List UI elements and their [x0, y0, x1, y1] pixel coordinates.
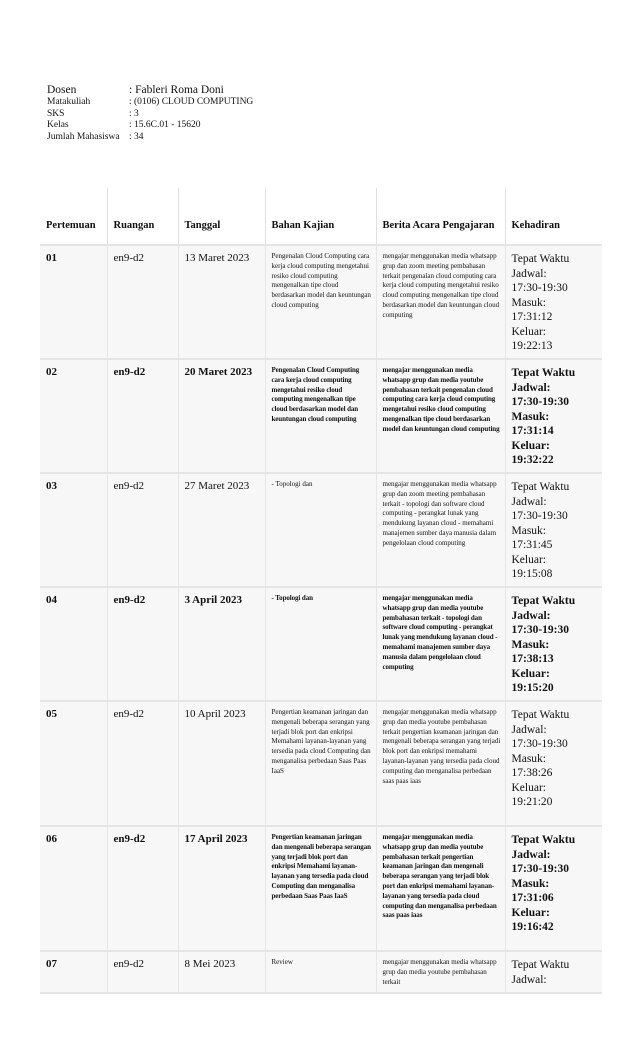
info-row-kelas	[47, 120, 253, 132]
jumlah-label: Jumlah Mahasiswa	[47, 131, 120, 142]
matakuliah-value: : (0106) CLOUD COMPUTING	[129, 97, 254, 107]
keluar-value: 19:15:20	[511, 682, 554, 694]
attendance-table	[40, 188, 602, 994]
column-header-berita-acara: Berita Acara Pengajaran	[376, 188, 505, 245]
masuk-label: Masuk:	[511, 296, 546, 309]
cell-kehadiran	[505, 701, 602, 826]
cell-bahan-kajian: Pengertian keamanan jaringan dan mengenali beberapa serangan yang terjadi blok port dan enkripsi Memahami layanan-layanan yang tersedia pada cloud Computing dan menganalisa perbedaan Saas Paas IaaS	[265, 701, 376, 826]
cell-bahan-kajian: Pengenalan Cloud Computing cara kerja cloud computing mengetahui resiko cloud computing mengenalkan tipe cloud berdasarkan model dan keuntungan cloud computing	[265, 359, 376, 473]
masuk-label: Masuk:	[511, 638, 550, 651]
masuk-label: Masuk:	[511, 524, 546, 537]
course-info	[47, 84, 253, 143]
column-header-pertemuan: Pertemuan	[40, 188, 107, 245]
jadwal-label: Jadwal:	[511, 848, 551, 861]
keluar-value: 19:22:13	[511, 340, 553, 352]
cell-bahan-kajian: - Topologi dan	[265, 473, 376, 587]
cell-pertemuan: 05	[40, 701, 107, 826]
keluar-label: Keluar:	[511, 781, 546, 794]
matakuliah-label: Matakuliah	[47, 97, 91, 107]
cell-berita-acara: mengajar menggunakan media whatsapp grup dan media youtube pembahasan terkait pengenalan cloud computing cara kerja cloud computing mengetahui resiko cloud computing mengenalkan tipe cloud berdasarkan model dan keuntungan cloud computing	[376, 359, 505, 473]
cell-bahan-kajian: Pengenalan Cloud Computing cara kerja cloud computing mengetahui resiko cloud computing mengenalkan tipe cloud berdasarkan model dan keuntungan cloud computing	[265, 245, 376, 359]
kehadiran-status: Tepat Waktu	[511, 834, 576, 846]
cell-ruangan: en9-d2	[107, 359, 178, 473]
jadwal-value: 17:30-19:30	[511, 624, 569, 636]
kehadiran-status: Tepat Waktu	[511, 959, 570, 971]
cell-kehadiran	[505, 359, 602, 473]
column-header-bahan-kajian: Bahan Kajian	[265, 188, 376, 245]
cell-pertemuan: 06	[40, 826, 107, 951]
keluar-label: Keluar:	[511, 325, 546, 338]
jadwal-label: Jadwal:	[511, 723, 547, 736]
cell-tanggal: 8 Mei 2023	[178, 951, 265, 993]
table-row	[40, 701, 602, 826]
keluar-value: 19:32:22	[511, 454, 554, 466]
masuk-value: 17:38:26	[511, 767, 553, 779]
cell-pertemuan: 04	[40, 587, 107, 701]
kelas-value: : 15.6C.01 - 15620	[129, 120, 201, 131]
cell-tanggal: 20 Maret 2023	[178, 359, 265, 473]
keluar-label: Keluar:	[511, 906, 550, 919]
cell-kehadiran	[505, 587, 602, 701]
kehadiran-status: Tepat Waktu	[511, 367, 576, 379]
cell-ruangan: en9-d2	[107, 826, 178, 951]
kehadiran-status: Tepat Waktu	[511, 481, 570, 493]
jadwal-label: Jadwal:	[511, 381, 551, 394]
cell-tanggal: 17 April 2023	[178, 826, 265, 951]
jadwal-label: Jadwal:	[511, 267, 547, 280]
info-row-sks	[47, 109, 253, 121]
masuk-value: 17:31:14	[511, 425, 554, 437]
table-row	[40, 245, 602, 359]
keluar-label: Keluar:	[511, 667, 550, 680]
table-row	[40, 826, 602, 951]
cell-pertemuan: 02	[40, 359, 107, 473]
jadwal-label: Jadwal:	[511, 495, 547, 508]
cell-tanggal: 27 Maret 2023	[178, 473, 265, 587]
kehadiran-status: Tepat Waktu	[511, 709, 570, 721]
dosen-label: Dosen	[47, 84, 77, 96]
info-row-matakuliah	[47, 97, 253, 109]
cell-berita-acara: mengajar menggunakan media whatsapp grup dan media youtube pembahasan terkait pengertian keamanan jaringan dan mengenali beberapa serangan yang terjadi blok port dan enkripsi memahami layanan-layanan yang tersedia pada cloud computing dan menganalisa perbedaan saas paas iaas	[376, 826, 505, 951]
jadwal-value: 17:30-19:30	[511, 282, 568, 294]
cell-berita-acara: mengajar menggunakan media whatsapp grup dan media youtube pembahasan terkait	[376, 951, 505, 993]
keluar-value: 19:16:42	[511, 921, 554, 933]
jadwal-label: Jadwal:	[511, 973, 547, 986]
sks-label: SKS	[47, 108, 65, 119]
cell-berita-acara: mengajar menggunakan media whatsapp grup dan zoom meeting pembahasan terkait - topologi dan software cloud computing - perangkat lunak yang mendukung layanan cloud - memahami manajemen sumber daya manusia dalam pengelolaan cloud computing	[376, 473, 505, 587]
cell-tanggal: 3 April 2023	[178, 587, 265, 701]
cell-ruangan: en9-d2	[107, 587, 178, 701]
cell-kehadiran	[505, 951, 602, 993]
cell-ruangan: en9-d2	[107, 245, 178, 359]
jadwal-value: 17:30-19:30	[511, 863, 569, 875]
cell-pertemuan: 03	[40, 473, 107, 587]
cell-tanggal: 13 Maret 2023	[178, 245, 265, 359]
masuk-value: 17:31:06	[511, 892, 554, 904]
column-header-kehadiran: Kehadiran	[505, 188, 602, 245]
kehadiran-status: Tepat Waktu	[511, 595, 576, 607]
keluar-value: 19:21:20	[511, 796, 553, 808]
kelas-label: Kelas	[47, 120, 69, 131]
jadwal-value: 17:30-19:30	[511, 396, 569, 408]
jumlah-value: : 34	[129, 131, 144, 142]
table-header-row	[40, 188, 602, 245]
masuk-value: 17:31:45	[511, 539, 553, 551]
cell-kehadiran	[505, 245, 602, 359]
sks-value: : 3	[129, 108, 139, 119]
dosen-value: : Fableri Roma Doni	[129, 84, 224, 96]
cell-berita-acara: mengajar menggunakan media whatsapp grup dan zoom meeting pembahasan terkait pengenalan cloud computing cara kerja cloud computing mengetahui resiko cloud computing mengenalkan tipe cloud berdasarkan model dan keuntungan cloud computing	[376, 245, 505, 359]
keluar-label: Keluar:	[511, 439, 550, 452]
masuk-value: 17:38:13	[511, 653, 554, 665]
cell-berita-acara: mengajar menggunakan media whatsapp grup dan media youtube pembahasan terkait pengertian keamanan jaringan dan mengenali beberapa serangan yang terjadi blok port dan enkripsi memahami layanan-layanan yang tersedia pada cloud computing dan menganalisa perbedaan saas paas iaas	[376, 701, 505, 826]
column-header-ruangan: Ruangan	[107, 188, 178, 245]
cell-pertemuan: 01	[40, 245, 107, 359]
info-row-dosen	[47, 84, 253, 97]
masuk-label: Masuk:	[511, 752, 546, 765]
cell-kehadiran	[505, 473, 602, 587]
attendance-table-wrap	[40, 188, 602, 994]
jadwal-label: Jadwal:	[511, 609, 551, 622]
masuk-label: Masuk:	[511, 410, 550, 423]
kehadiran-status: Tepat Waktu	[511, 253, 570, 265]
cell-bahan-kajian: Review	[265, 951, 376, 993]
cell-kehadiran	[505, 826, 602, 951]
cell-bahan-kajian: - Topologi dan	[265, 587, 376, 701]
table-row	[40, 359, 602, 473]
keluar-label: Keluar:	[511, 553, 546, 566]
masuk-label: Masuk:	[511, 877, 550, 890]
jadwal-value: 17:30-19:30	[511, 738, 568, 750]
jadwal-value: 17:30-19:30	[511, 510, 568, 522]
cell-bahan-kajian: Pengertian keamanan jaringan dan mengenali beberapa serangan yang terjadi blok port dan enkripsi Memahami layanan-layanan yang tersedia pada cloud Computing dan menganalisa perbedaan Saas Paas IaaS	[265, 826, 376, 951]
table-row	[40, 473, 602, 587]
column-header-tanggal: Tanggal	[178, 188, 265, 245]
table-row	[40, 587, 602, 701]
cell-ruangan: en9-d2	[107, 701, 178, 826]
keluar-value: 19:15:08	[511, 568, 553, 580]
table-row	[40, 951, 602, 993]
cell-ruangan: en9-d2	[107, 951, 178, 993]
masuk-value: 17:31:12	[511, 311, 553, 323]
cell-ruangan: en9-d2	[107, 473, 178, 587]
cell-berita-acara: mengajar menggunakan media whatsapp grup dan media youtube pembahasan terkait - topologi dan software cloud computing - perangkat lunak yang mendukung layanan cloud - memahami manajemen sumber daya manusia dalam pengelolaan cloud computing	[376, 587, 505, 701]
cell-pertemuan: 07	[40, 951, 107, 993]
info-row-jumlah	[47, 132, 253, 144]
cell-tanggal: 10 April 2023	[178, 701, 265, 826]
